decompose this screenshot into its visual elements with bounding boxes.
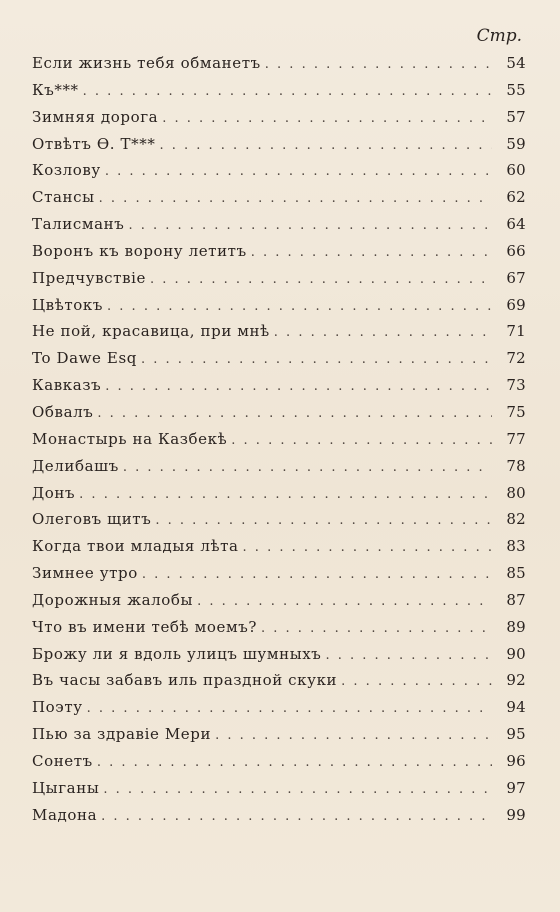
toc-entry-page-number: 59	[506, 134, 526, 153]
toc-entry	[32, 802, 526, 829]
dot-leader	[261, 616, 492, 643]
dot-leader	[101, 804, 492, 831]
dot-leader	[265, 52, 492, 79]
dot-leader	[123, 455, 492, 482]
toc-entry	[32, 265, 526, 292]
toc-entry	[32, 480, 526, 507]
dot-leader	[97, 401, 492, 428]
page-column-label: Стр.	[476, 26, 522, 46]
toc-entry-title: Зимнее утро	[32, 564, 138, 583]
toc-entry-page-number: 87	[506, 590, 526, 609]
toc-entry-title: Монастырь на Казбекѣ	[32, 429, 228, 448]
toc-entry-title: Отвѣтъ Ѳ. Т***	[32, 134, 156, 153]
toc-entry-page-number: 90	[506, 644, 526, 663]
table-of-contents	[32, 50, 526, 828]
toc-entry-page-number: 72	[506, 349, 526, 368]
toc-entry-page-number: 80	[506, 483, 526, 502]
toc-entry-page-number: 75	[506, 402, 526, 421]
toc-entry	[32, 372, 526, 399]
toc-entry	[32, 50, 526, 77]
toc-entry	[32, 399, 526, 426]
toc-entry-title: Дорожныя жалобы	[32, 590, 194, 609]
dot-leader	[83, 79, 492, 106]
dot-leader	[103, 777, 492, 804]
toc-entry	[32, 667, 526, 694]
toc-entry	[32, 748, 526, 775]
dot-leader	[150, 267, 492, 294]
dot-leader	[128, 213, 492, 240]
toc-entry-title: Пью за здравіе Мери	[32, 725, 212, 744]
toc-entry	[32, 721, 526, 748]
toc-entry-title: To Dawe Esq	[32, 349, 137, 368]
toc-entry	[32, 77, 526, 104]
toc-entry-page-number: 89	[506, 617, 526, 636]
toc-entry	[32, 238, 526, 265]
dot-leader	[105, 159, 492, 186]
toc-entry-title: Делибашъ	[32, 456, 119, 475]
dot-leader	[197, 589, 492, 616]
toc-entry-title: Къ***	[32, 80, 79, 99]
toc-entry-page-number: 64	[506, 215, 526, 234]
toc-entry-title: Предчувствіе	[32, 268, 147, 287]
toc-entry-title: Козлову	[32, 161, 101, 180]
toc-entry-title: Что въ имени тебѣ моемъ?	[32, 617, 258, 636]
toc-entry-page-number: 62	[506, 188, 526, 207]
toc-entry	[32, 318, 526, 345]
dot-leader	[243, 535, 492, 562]
toc-entry	[32, 157, 526, 184]
toc-entry-title: Когда твои младыя лѣта	[32, 537, 239, 556]
toc-entry-page-number: 82	[506, 510, 526, 529]
toc-entry	[32, 533, 526, 560]
toc-entry-page-number: 54	[506, 54, 526, 72]
toc-entry-title: Воронъ къ ворону летитъ	[32, 241, 247, 260]
toc-entry	[32, 587, 526, 614]
toc-entry-page-number: 94	[506, 698, 526, 717]
toc-entry-title: Сонетъ	[32, 751, 93, 770]
toc-entry-page-number: 57	[506, 107, 526, 126]
dot-leader	[79, 482, 492, 509]
toc-entry-title: Въ часы забавъ иль праздной скуки	[32, 671, 338, 690]
dot-leader	[341, 669, 492, 696]
toc-entry	[32, 345, 526, 372]
dot-leader	[141, 347, 492, 374]
dot-leader	[159, 133, 492, 160]
toc-entry	[32, 184, 526, 211]
toc-entry	[32, 426, 526, 453]
toc-entry-page-number: 95	[506, 725, 526, 744]
toc-entry-title: Если жизнь тебя обманетъ	[32, 54, 261, 72]
toc-entry-title: Кавказъ	[32, 376, 102, 395]
toc-entry	[32, 614, 526, 641]
toc-entry	[32, 211, 526, 238]
dot-leader	[107, 294, 492, 321]
dot-leader	[215, 723, 492, 750]
toc-entry-page-number: 97	[506, 778, 526, 797]
toc-entry-title: Брожу ли я вдоль улицъ шумныхъ	[32, 644, 322, 663]
toc-entry-page-number: 99	[506, 805, 526, 824]
dot-leader	[251, 240, 492, 267]
toc-entry-title: Донъ	[32, 483, 76, 502]
dot-leader	[142, 562, 492, 589]
toc-entry-page-number: 85	[506, 564, 526, 583]
toc-entry-page-number: 83	[506, 537, 526, 556]
toc-entry-title: Цвѣтокъ	[32, 295, 104, 314]
dot-leader	[155, 508, 492, 535]
toc-entry-title: Талисманъ	[32, 215, 125, 234]
dot-leader	[325, 643, 492, 670]
toc-entry	[32, 292, 526, 319]
toc-entry-title: Поэту	[32, 698, 83, 717]
toc-entry-title: Мадона	[32, 805, 98, 824]
toc-entry-title: Зимняя дорога	[32, 107, 159, 126]
toc-entry	[32, 641, 526, 668]
toc-entry	[32, 506, 526, 533]
toc-entry-page-number: 71	[506, 322, 526, 341]
toc-entry-page-number: 92	[506, 671, 526, 690]
toc-entry-title: Не пой, красавица, при мнѣ	[32, 322, 270, 341]
toc-entry	[32, 453, 526, 480]
toc-entry	[32, 775, 526, 802]
toc-entry	[32, 560, 526, 587]
toc-entry-title: Цыганы	[32, 778, 100, 797]
dot-leader	[87, 696, 492, 723]
toc-entry	[32, 131, 526, 158]
toc-entry-page-number: 69	[506, 295, 526, 314]
dot-leader	[99, 186, 492, 213]
dot-leader	[97, 750, 492, 777]
toc-entry-page-number: 67	[506, 268, 526, 287]
toc-entry	[32, 104, 526, 131]
dot-leader	[105, 374, 492, 401]
toc-entry-page-number: 55	[506, 80, 526, 99]
toc-entry-page-number: 60	[506, 161, 526, 180]
dot-leader	[162, 106, 492, 133]
toc-entry-page-number: 96	[506, 751, 526, 770]
toc-entry-page-number: 66	[506, 241, 526, 260]
toc-entry-page-number: 77	[506, 429, 526, 448]
toc-entry-page-number: 78	[506, 456, 526, 475]
toc-entry-page-number: 73	[506, 376, 526, 395]
toc-entry-title: Олеговъ щитъ	[32, 510, 152, 529]
toc-entry-title: Стансы	[32, 188, 95, 207]
toc-entry-title: Обвалъ	[32, 402, 94, 421]
dot-leader	[274, 320, 492, 347]
dot-leader	[231, 428, 492, 455]
toc-entry	[32, 694, 526, 721]
